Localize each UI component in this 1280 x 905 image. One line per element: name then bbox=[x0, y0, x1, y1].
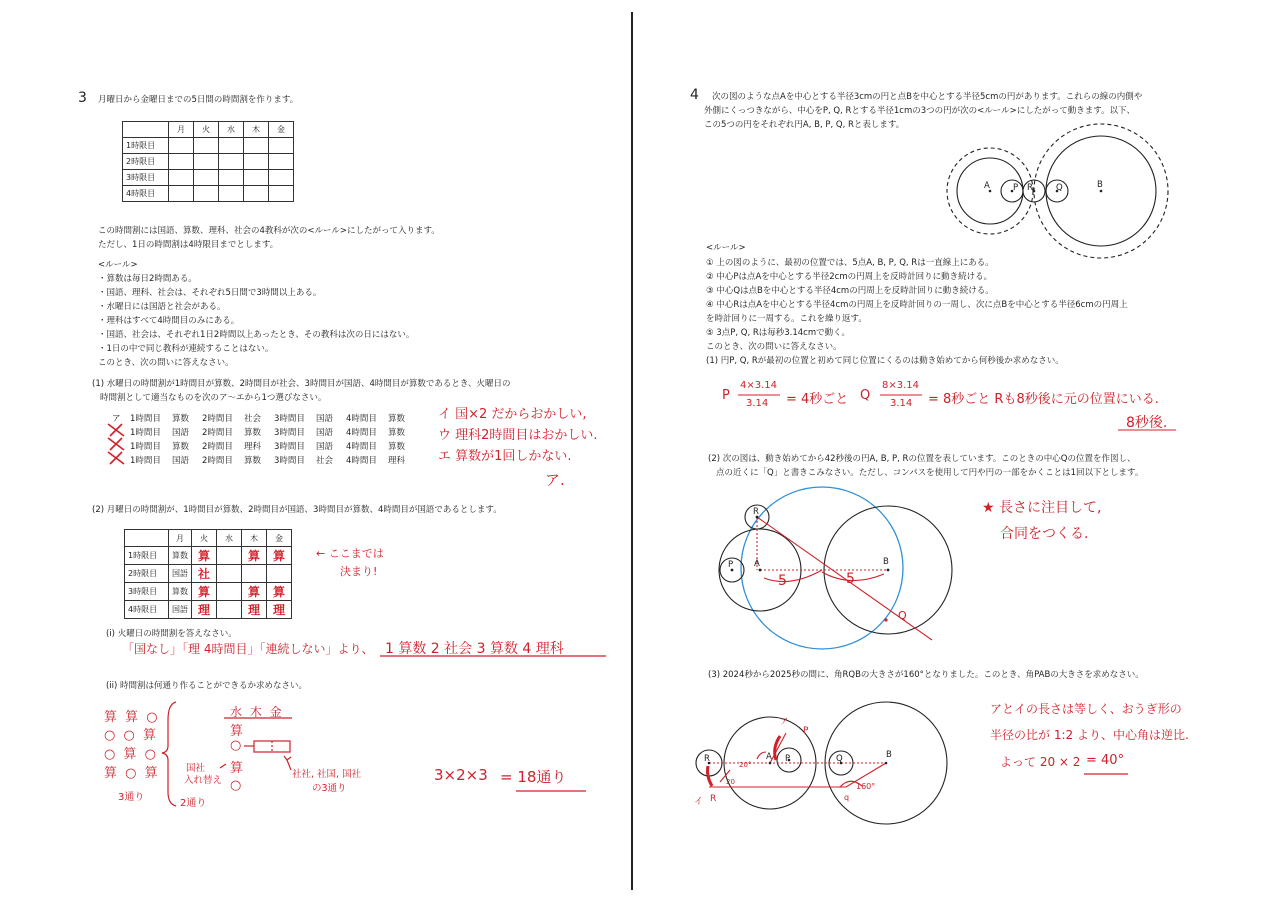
final-answer: = 18通り bbox=[500, 768, 567, 786]
option-0-cell: 1時間目 bbox=[130, 414, 161, 424]
note-kokusha-1: 国社 bbox=[186, 763, 206, 774]
fig3-angle-20b: 20 bbox=[726, 778, 735, 786]
fig3-label-r2: R bbox=[710, 794, 717, 804]
table-header-fri: 金 bbox=[269, 122, 294, 138]
q4-1-text: (1) 円P, Q, Rが最初の位置と初めて同じ位置にくるのは動き始めてから何秒後か求めなさい。 bbox=[706, 356, 1064, 366]
cell-mon: 国語 bbox=[169, 565, 192, 583]
work-q-res: = 8秒ごと Rも8秒後に元の位置にいる. bbox=[928, 392, 1159, 407]
option-1-cell: 1時間目 bbox=[130, 428, 161, 438]
option-3-cell: 国語 bbox=[172, 456, 190, 466]
cell-tue: 社 bbox=[192, 565, 217, 583]
row-label: 2時限目 bbox=[125, 565, 169, 583]
table-header-wed: 水 bbox=[217, 530, 242, 547]
cell-mon: 国語 bbox=[169, 601, 192, 619]
grid-caption: 3通り bbox=[118, 792, 145, 803]
table2-note-1: ← ここまでは bbox=[316, 547, 384, 560]
table-header-thu: 木 bbox=[242, 530, 267, 547]
option-3-cell: 4時間目 bbox=[346, 456, 377, 466]
option-2-cell: 算数 bbox=[172, 442, 190, 452]
option-1-cell: 算数 bbox=[244, 428, 262, 438]
work-p-den: 3.14 bbox=[746, 398, 769, 409]
fig3-angle-160: 160° bbox=[856, 782, 876, 791]
rule-heading-4: <ルール> bbox=[706, 243, 746, 253]
note-three-1: 社社, 社国, 国社 bbox=[292, 769, 362, 780]
q4-2-note-1: ★ 長さに注目して, bbox=[982, 500, 1102, 516]
q4-3-answer: = 40° bbox=[1086, 753, 1125, 768]
q1-text-2: 時間割として適当なものを次のア～エから1つ選びなさい。 bbox=[100, 393, 327, 403]
rule4-2: ② 中心Pは点Aを中心とする半径2cmの円周上を反時計回りに動き続ける。 bbox=[706, 272, 993, 282]
cell-fri: 算 bbox=[267, 583, 292, 601]
work-q-num: 8×3.14 bbox=[882, 380, 920, 391]
sub-header: 水 木 金 bbox=[230, 705, 284, 719]
table-header-tue: 火 bbox=[194, 122, 219, 138]
instruction-4: このとき、次の問いに答えなさい。 bbox=[706, 342, 842, 352]
rule4-5: ⑤ 3点P, Q, Rは毎秒3.14cmで動く。 bbox=[706, 328, 850, 338]
option-3-cell: 2時間目 bbox=[202, 456, 233, 466]
q4-3-note-1: アとイの長さは等しく、おうぎ形の bbox=[990, 702, 1182, 716]
sub-col-3: 算 bbox=[230, 761, 244, 776]
row-label: 1時限目 bbox=[123, 138, 169, 154]
fig3-angle-20: 20° bbox=[739, 761, 752, 769]
option-3-cell: 算数 bbox=[244, 456, 262, 466]
q1-note-1: イ 国×2 だからおかしい, bbox=[438, 407, 587, 422]
rule-2: ・国語、理科、社会は、それぞれ5日間で3時間以上ある。 bbox=[98, 288, 322, 298]
rule-6: ・1日の中で同じ教科が連続することはない。 bbox=[98, 344, 274, 354]
cell-thu: 理 bbox=[242, 601, 267, 619]
cell-mon: 算数 bbox=[169, 547, 192, 565]
option-2-cell: 2時間目 bbox=[202, 442, 233, 452]
fig3-label-q2: q bbox=[844, 793, 850, 802]
cell-fri: 算 bbox=[267, 547, 292, 565]
sub-col-2: ○ bbox=[230, 738, 242, 753]
table-header-mon: 月 bbox=[169, 122, 194, 138]
cell-tue: 算 bbox=[192, 583, 217, 601]
fig3-label-i: イ bbox=[694, 797, 704, 807]
instruction: このとき、次の問いに答えなさい。 bbox=[98, 358, 234, 368]
work-q-den: 3.14 bbox=[890, 398, 913, 409]
rule4-4: ④ 中心Rは点Aを中心とする半径4cmの円周上を反時計回りの一周し、次に点Bを中心とする半径6cmの円周上 bbox=[706, 300, 1128, 310]
option-1-cell: 算数 bbox=[388, 428, 406, 438]
fig2-label-b: B bbox=[883, 557, 889, 567]
q1-text-1: (1) 水曜日の時間割が1時間目が算数、2時間目が社会、3時間目が国語、4時間目が算数であるとき、火曜日の bbox=[92, 379, 511, 389]
q4-intro-3: この5つの円をそれぞれ円A, B, P, Q, Rと表します。 bbox=[704, 120, 905, 130]
grid-row: ○ 算 ○ bbox=[104, 747, 158, 762]
option-2-cell: 1時間目 bbox=[130, 442, 161, 452]
option-1-cell: 国語 bbox=[316, 428, 334, 438]
q4-3-note-3: よって 20 × 2 bbox=[1000, 755, 1081, 769]
fig3-label-a-red: ア bbox=[780, 717, 788, 726]
option-2-cell: 3時間目 bbox=[274, 442, 305, 452]
q4-3-text: (3) 2024秒から2025秒の間に、角RQBの大きさが160°となりました。このとき、角PABの大きさを求めなさい。 bbox=[708, 670, 1144, 680]
option-1-cell: 4時間目 bbox=[346, 428, 377, 438]
q2i-answer: 1 算数 2 社会 3 算数 4 理科 bbox=[385, 641, 564, 657]
fig3-label-p: P bbox=[785, 754, 791, 764]
fig2-five-2: 5 bbox=[846, 571, 855, 587]
note-three-2: の3通り bbox=[312, 783, 347, 794]
rule-4: ・理科はすべて4時間目のみにある。 bbox=[98, 316, 240, 326]
q4-2-text-1: (2) 次の図は、動き始めてから42秒後の円A, B, P, Rの位置を表しています。このときの中心Qの位置を作図し、 bbox=[708, 454, 1136, 464]
q3-intro: 月曜日から金曜日までの5日間の時間割を作ります。 bbox=[98, 95, 299, 105]
fig1-label-q: Q bbox=[1056, 183, 1063, 193]
fig1-label-a: A bbox=[984, 181, 990, 191]
table-header-fri: 金 bbox=[267, 530, 292, 547]
grid-row: 算 算 ○ bbox=[104, 710, 160, 725]
fig2-label-a: A bbox=[754, 559, 760, 569]
table-header-mon: 月 bbox=[169, 530, 192, 547]
option-3-cell: 3時間目 bbox=[274, 456, 305, 466]
option-0-cell: 2時間目 bbox=[202, 414, 233, 424]
sub-col-4: ○ bbox=[230, 778, 242, 793]
option-0-cell: 算数 bbox=[388, 414, 406, 424]
work-q: Q bbox=[860, 388, 871, 403]
q1-note-2: ウ 理科2時間目はおかしい. bbox=[438, 428, 598, 443]
rule-1: ・算数は毎日2時間ある。 bbox=[98, 274, 197, 284]
option-1-cell: 3時間目 bbox=[274, 428, 305, 438]
fig2-five-1: 5 bbox=[778, 573, 787, 589]
work-p-num: 4×3.14 bbox=[740, 380, 778, 391]
rule-5: ・国語、社会は、それぞれ1日2時間以上あったとき、その教科は次の日にはない。 bbox=[98, 330, 415, 340]
option-2-cell: 国語 bbox=[316, 442, 334, 452]
grid-row: 算 ○ 算 bbox=[104, 766, 160, 781]
sub-col-1: 算 bbox=[230, 724, 244, 739]
question-4-number: 4 bbox=[690, 87, 699, 103]
fig2-label-q: Q bbox=[898, 609, 907, 622]
cell-thu: 算 bbox=[242, 583, 267, 601]
grid-row: ○ ○ 算 bbox=[104, 728, 158, 743]
para2: ただし、1日の時間割は4時限目までとします。 bbox=[98, 240, 279, 250]
cell-thu: 算 bbox=[242, 547, 267, 565]
rule-3: ・水曜日には国語と社会がある。 bbox=[98, 302, 226, 312]
two-ways: 2通り bbox=[180, 798, 207, 809]
cell-fri: 理 bbox=[267, 601, 292, 619]
row-label: 3時限目 bbox=[125, 583, 169, 601]
cell-tue: 理 bbox=[192, 601, 217, 619]
fig1-label-r: R bbox=[1027, 183, 1033, 193]
option-2-cell: 4時間目 bbox=[346, 442, 377, 452]
q2ii-text: (ii) 時間割は何通り作ることができるか求めなさい。 bbox=[106, 681, 308, 691]
row-label: 4時限目 bbox=[123, 186, 169, 202]
q4-2-text-2: 点の近くに「Q」と書きこみなさい。ただし、コンパスを使用して円や円の一部をかくことは1回以下とします。 bbox=[716, 468, 1144, 478]
final-calc: 3×2×3 bbox=[434, 766, 488, 784]
rule4-1: ① 上の図のように、最初の位置では、5点A, B, P, Q, Rは一直線上にある。 bbox=[706, 258, 994, 268]
fig2-label-r: R bbox=[753, 507, 759, 517]
option-0-cell: 4時間目 bbox=[346, 414, 377, 424]
row-label: 2時限目 bbox=[123, 154, 169, 170]
q4-1-answer: 8秒後. bbox=[1126, 415, 1168, 431]
rule-heading: <ルール> bbox=[98, 260, 138, 270]
fig3-label-a: A bbox=[766, 752, 772, 762]
q1-note-3: エ 算数が1回しかない. bbox=[438, 449, 572, 464]
q4-2-note-2: 合同をつくる. bbox=[1000, 526, 1089, 542]
row-label: 4時限目 bbox=[125, 601, 169, 619]
work-p-res: = 4秒ごと bbox=[786, 392, 849, 407]
q4-intro-2: 外側にくっつきながら、中心をP, Q, Rとする半径1cmの3つの円が次の<ルール>にしたがって動きます。以下、 bbox=[704, 106, 1136, 116]
para1: この時間割には国語、算数、理科、社会の4教科が次の<ルール>にしたがって入ります。 bbox=[98, 226, 440, 236]
option-2-cell: 算数 bbox=[388, 442, 406, 452]
option-3-cell: 社会 bbox=[316, 456, 334, 466]
cell-tue: 算 bbox=[192, 547, 217, 565]
option-1-cell: 国語 bbox=[172, 428, 190, 438]
q2i-text: (i) 火曜日の時間割を答えなさい。 bbox=[106, 629, 237, 639]
fig3-label-b: B bbox=[886, 750, 892, 760]
q1-answer: ア. bbox=[545, 471, 565, 489]
row-label: 3時限目 bbox=[123, 170, 169, 186]
table-header-thu: 木 bbox=[244, 122, 269, 138]
fig1-label-p: P bbox=[1013, 183, 1019, 193]
cell-mon: 算数 bbox=[169, 583, 192, 601]
q2i-answer-reason: 「国なし」「理 4時間目」「連続しない」より、 bbox=[122, 642, 374, 656]
table2-note-2: 決まり! bbox=[340, 565, 378, 578]
q2-text: (2) 月曜日の時間割が、1時間目が算数、2時間目が国語、3時間目が算数、4時間目が国語であるとします。 bbox=[92, 505, 502, 515]
fig3-label-q: Q bbox=[836, 754, 843, 764]
q4-3-note-2: 半径の比が 1:2 より、中心角は逆比. bbox=[990, 728, 1189, 742]
option-mark-a: ア bbox=[112, 414, 121, 424]
table-header-wed: 水 bbox=[219, 122, 244, 138]
rule4-4b: を時計回りに一周する。これを繰り返す。 bbox=[706, 314, 867, 324]
option-1-cell: 2時間目 bbox=[202, 428, 233, 438]
fig3-label-p-red: P bbox=[803, 726, 809, 736]
option-2-cell: 理科 bbox=[244, 442, 262, 452]
option-0-cell: 3時間目 bbox=[274, 414, 305, 424]
option-3-cell: 理科 bbox=[388, 456, 406, 466]
option-3-cell: 1時間目 bbox=[130, 456, 161, 466]
rule4-3: ③ 中心Qは点Bを中心とする半径4cmの円周上を反時計回りに動き続ける。 bbox=[706, 286, 994, 296]
row-label: 1時限目 bbox=[125, 547, 169, 565]
q4-intro-1: 次の図のような点Aを中心とする半径3cmの円と点Bを中心とする半径5cmの円があります。これらの線の内側や bbox=[712, 92, 1143, 102]
work-p: P bbox=[722, 388, 730, 403]
option-0-cell: 国語 bbox=[316, 414, 334, 424]
fig2-label-p: P bbox=[728, 560, 734, 570]
option-0-cell: 算数 bbox=[172, 414, 190, 424]
question-3-number: 3 bbox=[78, 90, 87, 106]
note-kokusha-2: 入れ替え bbox=[184, 775, 223, 786]
option-0-cell: 社会 bbox=[244, 414, 262, 424]
fig3-label-r: R bbox=[704, 754, 710, 764]
table-header-tue: 火 bbox=[192, 530, 217, 547]
fig1-label-b: B bbox=[1097, 180, 1103, 190]
